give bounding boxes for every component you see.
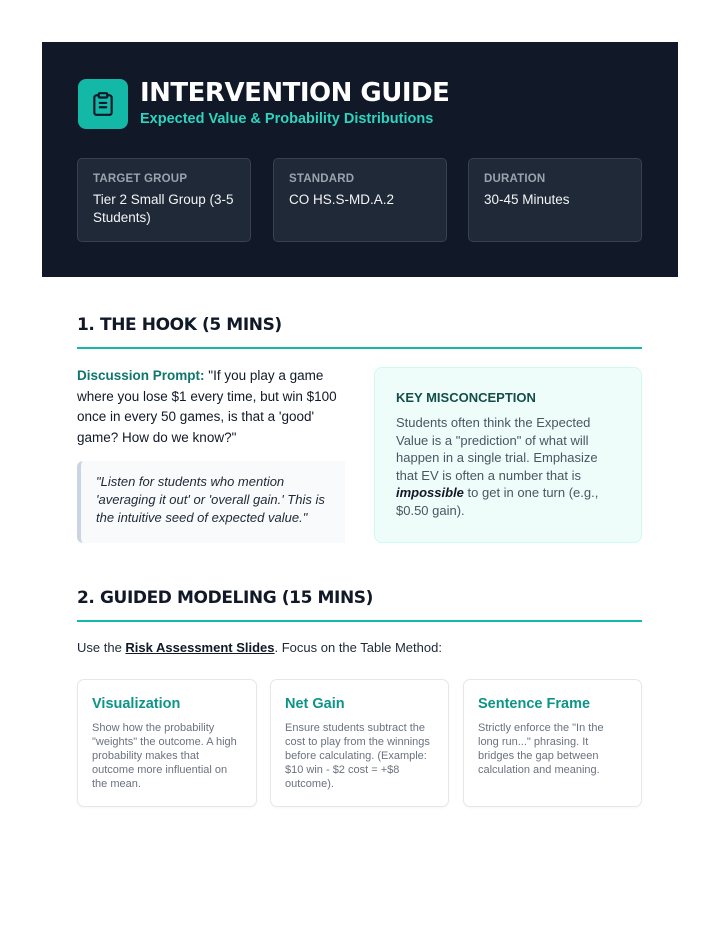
meta-card-target-group (77, 158, 251, 242)
intro-text-2: . Focus on the Table Method: (274, 640, 442, 655)
clipboard-icon (90, 91, 116, 117)
card-title: Net Gain (285, 696, 345, 712)
meta-label: STANDARD (289, 173, 355, 185)
meta-card-duration (468, 158, 642, 242)
misconception-text-2: to get in one turn (e.g., $0.50 gain). (396, 485, 599, 518)
card-body: Show how the probability "weights" the outcome. A high probability makes that outcome more influential on the mean. (92, 722, 237, 790)
misconception-text-1: Students often think the Expected Value is a "prediction" of what will happen in a single trial. Emphasize that EV is often a number that is (396, 415, 598, 483)
header-banner (42, 42, 678, 277)
discussion-prompt (77, 366, 347, 448)
logo-badge (78, 79, 128, 129)
discussion-prompt-text: "If you play a game where you lose $1 every time, but win $100 once in every 50 games, is that a 'good' game? How do we know?" (77, 368, 337, 445)
intro-text-1: Use the (77, 640, 126, 655)
section-title-hook: 1. THE HOOK (5 MINS) (77, 315, 642, 349)
card-sentence-frame (463, 679, 642, 807)
misconception-emphasis: impossible (396, 485, 464, 501)
misconception-body (396, 414, 620, 520)
meta-value: CO HS.S-MD.A.2 (289, 192, 395, 207)
misconception-callout (374, 367, 642, 543)
misconception-title: KEY MISCONCEPTION (396, 390, 536, 405)
meta-value: Tier 2 Small Group (3-5 Students) (93, 192, 234, 225)
discussion-prompt-label: Discussion Prompt: (77, 368, 205, 383)
meta-card-standard (273, 158, 447, 242)
meta-value: 30-45 Minutes (484, 192, 570, 207)
card-body: Strictly enforce the "In the long run..." phrasing. It bridges the gap between calculation and meaning. (478, 722, 604, 776)
page-title: INTERVENTION GUIDE (140, 78, 450, 108)
card-visualization (77, 679, 257, 807)
page-subtitle: Expected Value & Probability Distributions (140, 111, 434, 127)
section-title-modeling: 2. GUIDED MODELING (15 MINS) (77, 588, 642, 622)
teacher-note-quote: "Listen for students who mention 'averaging it out' or 'overall gain.' This is the intuitive seed of expected value." (77, 461, 345, 543)
card-title: Sentence Frame (478, 696, 591, 712)
card-net-gain (270, 679, 449, 807)
risk-assessment-slides-link[interactable]: Risk Assessment Slides (125, 640, 275, 655)
card-title: Visualization (92, 696, 181, 712)
meta-label: DURATION (484, 173, 546, 185)
meta-label: TARGET GROUP (93, 173, 188, 185)
modeling-intro (77, 640, 442, 655)
card-body: Ensure students subtract the cost to play from the winnings before calculating. (Example: $10 win - $2 cost = +$8 outcome). (285, 722, 430, 790)
